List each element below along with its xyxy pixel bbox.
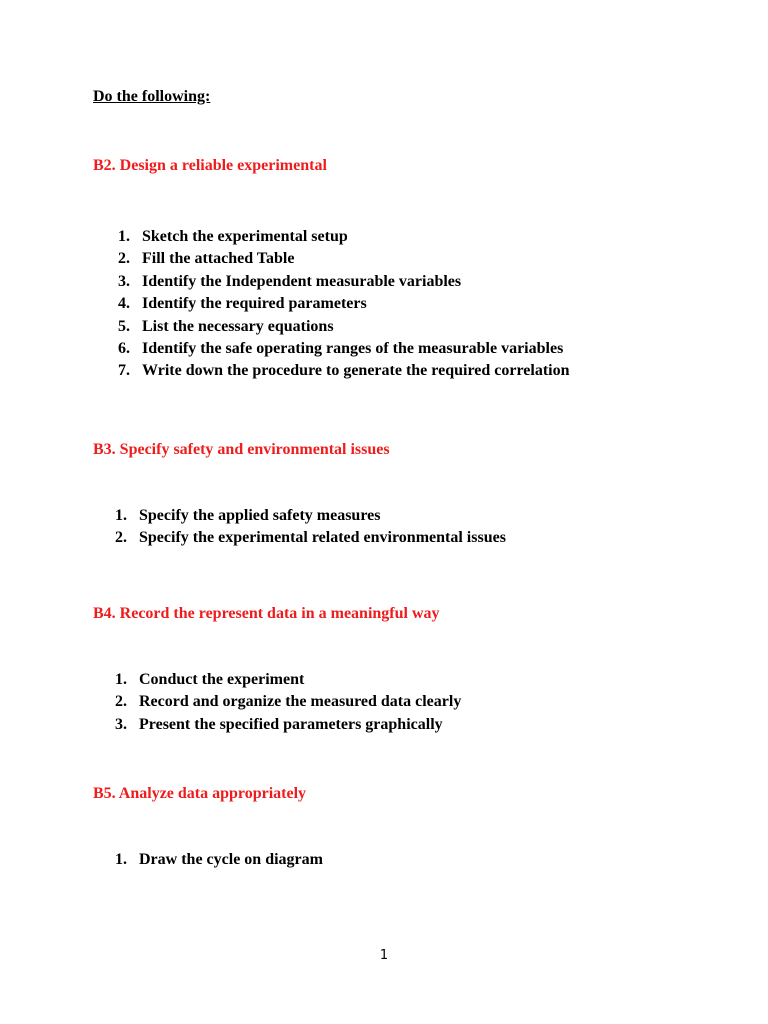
list-item-text: Fill the attached Table [142,250,295,268]
section-title-b5: B5. Analyze data appropriately [93,785,307,802]
list-item-number: 7. [118,362,130,380]
list-item-text: Specify the applied safety measures [139,507,381,524]
list-item-text: Identify the Independent measurable variables [142,272,462,290]
list-item-text: Identify the safe operating ranges of the measurable variables [142,339,564,357]
section-b5-list [115,849,323,871]
section-title-b3: B3. Specify safety and environmental issues [93,441,390,458]
list-item-text: List the necessary equations [142,317,334,335]
list-item-number: 1. [115,851,127,868]
list-item-text: Record and organize the measured data clearly [139,693,462,711]
list-item [115,527,506,549]
list-item [118,293,569,315]
list-item-text: Draw the cycle on diagram [139,851,323,868]
list-item-number: 6. [118,339,130,357]
intro-heading: Do the following: [93,88,211,105]
list-item-text: Identify the required parameters [142,295,367,313]
list-item [118,360,569,382]
list-item-number: 1. [115,507,127,524]
list-item [118,338,569,360]
list-item-number: 1. [115,671,127,688]
list-item [118,248,569,270]
list-item-number: 2. [118,250,130,268]
list-item [118,271,569,293]
list-item [118,316,569,338]
list-item-number: 2. [115,693,127,711]
list-item [115,849,323,871]
section-b3-list [115,505,506,550]
section-b2-list [118,226,569,383]
list-item-text: Present the specified parameters graphically [139,715,443,733]
section-title-b2: B2. Design a reliable experimental [93,157,327,174]
list-item-number: 5. [118,317,130,335]
list-item-text: Conduct the experiment [139,671,305,688]
page-number: 1 [379,948,389,963]
list-item [115,714,461,736]
list-item-number: 4. [118,295,130,313]
section-title-b4: B4. Record the represent data in a meaningful way [93,605,440,622]
list-item-text: Specify the experimental related environmental issues [139,529,506,547]
section-b4-list [115,669,461,736]
list-item [115,669,461,691]
list-item-number: 1. [118,228,130,245]
list-item-number: 3. [118,272,130,290]
list-item-number: 3. [115,715,127,733]
list-item-text: Sketch the experimental setup [142,228,348,245]
list-item [118,226,569,248]
list-item-number: 2. [115,529,127,547]
list-item [115,505,506,527]
list-item [115,691,461,713]
list-item-text: Write down the procedure to generate the required correlation [142,362,570,380]
